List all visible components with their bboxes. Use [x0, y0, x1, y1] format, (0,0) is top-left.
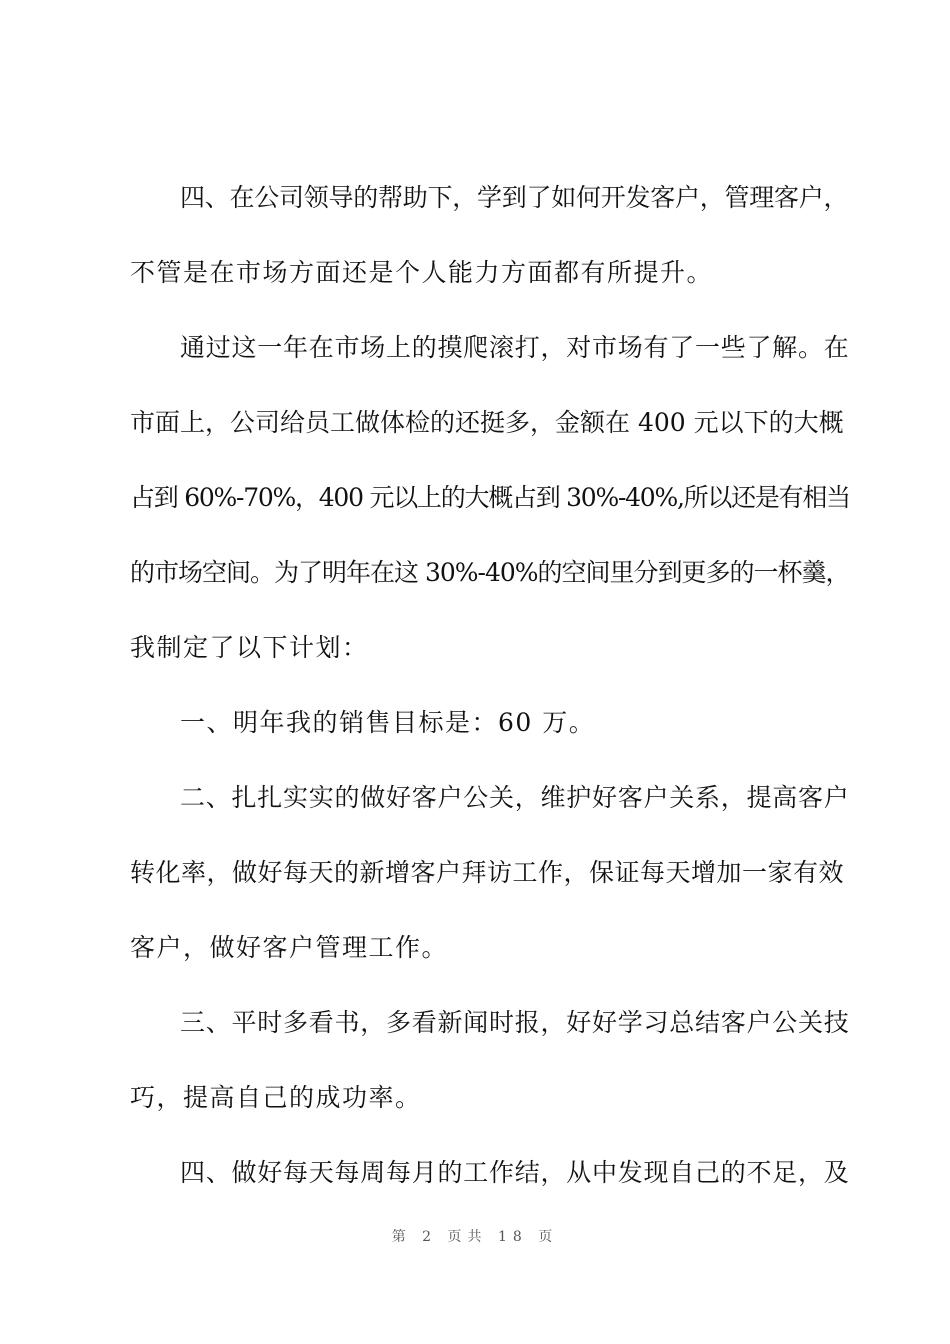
paragraph-line: 四、做好每天每周每月的工作结，从中发现自己的不足，及: [180, 1158, 850, 1187]
paragraph-line: 三、平时多看书，多看新闻时报，好好学习总结客户公关技: [180, 1008, 850, 1037]
paragraph-line: 占到 60%-70%，400 元以上的大概占到 30%-40%,所以还是有相当: [130, 483, 850, 512]
paragraph-line: 转化率，做好每天的新增客户拜访工作，保证每天增加一家有效: [130, 858, 845, 887]
paragraph-line: 通过这一年在市场上的摸爬滚打，对市场有了一些了解。在: [180, 333, 850, 362]
paragraph-line: 我制定了以下计划：: [130, 633, 369, 662]
paragraph-line: 不管是在市场方面还是个人能力方面都有所提升。: [130, 258, 714, 287]
paragraph-line: 巧，提高自己的成功率。: [130, 1083, 422, 1112]
page-number-footer: 第 2 页共 18 页: [391, 1229, 559, 1245]
paragraph-line: 的市场空间。为了明年在这 30%-40%的空间里分到更多的一杯羹，: [130, 558, 850, 587]
paragraph-line: 一、明年我的销售目标是：60 万。: [180, 708, 596, 737]
paragraph-line: 二、扎扎实实的做好客户公关，维护好客户关系，提高客户: [180, 783, 850, 812]
paragraph-line: 四、在公司领导的帮助下，学到了如何开发客户，管理客户，: [180, 183, 849, 212]
paragraph-line: 市面上，公司给员工做体检的还挺多，金额在 400 元以下的大概: [130, 408, 844, 437]
paragraph-line: 客户，做好客户管理工作。: [130, 933, 449, 962]
